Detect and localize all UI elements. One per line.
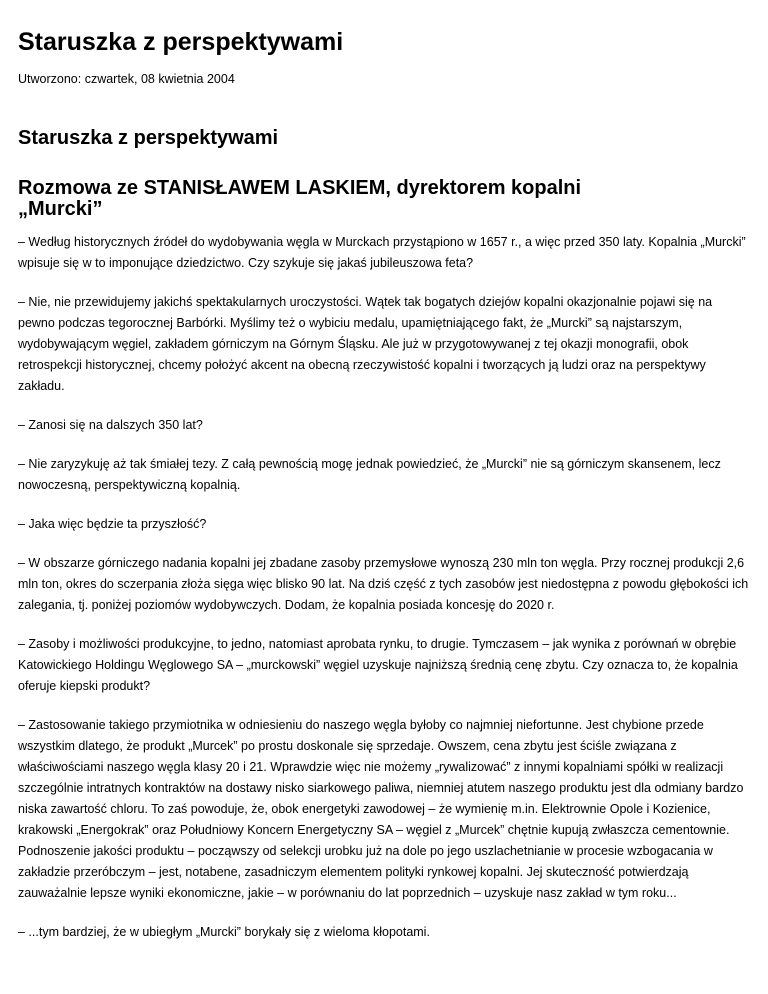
document-title: Staruszka z perspektywami — [18, 28, 344, 56]
paragraph: – Zasoby i możliwości produkcyjne, to jedno, natomiast aprobata rynku, to drugie. Tymczasem – jak wynika z porównań w obrębie Katowickiego Holdingu Węglowego SA – „murckowski” węgiel uzyskuje najniższą średnią cenę zbytu. Czy oznacza to, że kopalnia oferuje kiepski produkt? — [18, 637, 738, 693]
article-title: Staruszka z perspektywami — [18, 127, 279, 149]
created-date: Utworzono: czwartek, 08 kwietnia 2004 — [18, 72, 235, 86]
article-subtitle — [18, 178, 750, 220]
paragraph: – Zanosi się na dalszych 350 lat? — [18, 418, 203, 432]
paragraph: – Nie zaryzykuję aż tak śmiałej tezy. Z całą pewnością mogę jednak powiedzieć, że „Murcki” nie są górniczym skansenem, lecz nowoczesną, perspektywiczną kopalnią. — [18, 457, 721, 492]
paragraph: – Według historycznych źródeł do wydobywania węgla w Murckach przystąpiono w 1657 r., a więc przed 350 laty. Kopalnia „Murcki” wpisuje się w to imponujące dziedzictwo. Czy szykuje się jakaś jubileuszowa feta? — [18, 235, 746, 270]
paragraph: – Zastosowanie takiego przymiotnika w odniesieniu do naszego węgla byłoby co najmniej niefortunne. Jest chybione przede wszystkim dlatego, że produkt „Murcek” po prostu doskonale się sprzedaje. Owszem, cena zbytu jest ściśle związana z właściwościami naszego węgla klasy 20 i 21. Wprawdzie więc nie możemy „rywalizować” z innymi kopalniami spółki w realizacji szczególnie intratnych kontraktów na dostawy nisko siarkowego paliwa, niemniej atutem naszego produktu jest dla odmiany bardzo niska zawartość chloru. To zaś powoduje, że, obok energetyki zawodowej – że wymienię m.in. Elektrownie Opole i Kozienice, krakowski „Energokrak” oraz Południowy Koncern Energetyczny SA – węgiel z „Murcek” chętnie kupują zwłaszcza cementownie. Podnoszenie jakości produktu – począwszy od selekcji urobku już na dole po jego uszlachetnianie w procesie wzbogacania w zakładzie przeróbczym – jest, notabene, zasadniczym elementem polityki rynkowej kopalni. Jej skuteczność potwierdzają zauważalnie lepsze wyniki ekonomiczne, jakie – w porównaniu do lat poprzednich – uzyskuje nasz zakład w tym roku... — [18, 718, 744, 900]
article-subtitle-line-1: Rozmowa ze STANISŁAWEM LASKIEM, dyrektorem kopalni — [18, 177, 582, 199]
paragraph: – ...tym bardziej, że w ubiegłym „Murcki” borykały się z wieloma kłopotami. — [18, 925, 430, 939]
article-body — [18, 232, 750, 943]
paragraph: – Nie, nie przewidujemy jakichś spektakularnych uroczystości. Wątek tak bogatych dziejów kopalni okazjonalnie pojawi się na pewno podczas tegorocznej Barbórki. Myślimy też o wybiciu medalu, upamiętniającego fakt, że „Murcki” są najstarszym, wydobywającym węgiel, zakładem górniczym na Górnym Śląsku. Ale już w przygotowywanej z tej okazji monografii, obok retrospekcji historycznej, chcemy położyć akcent na obecną rzeczywistość kopalni i tworzących ją ludzi oraz na perspektywy zakładu. — [18, 295, 713, 393]
paragraph: – W obszarze górniczego nadania kopalni jej zbadane zasoby przemysłowe wynoszą 230 mln ton węgla. Przy rocznej produkcji 2,6 mln ton, okres do sczerpania złoża sięga więc blisko 90 lat. Na dziś część z tych zasobów jest niedostępna z powodu głębokości ich zalegania, tj. poniżej poziomów wydobywczych. Dodam, że kopalnia posiada koncesję do 2020 r. — [18, 556, 749, 612]
paragraph: – Jaka więc będzie ta przyszłość? — [18, 517, 207, 531]
article-subtitle-line-2: „Murcki” — [18, 198, 103, 220]
